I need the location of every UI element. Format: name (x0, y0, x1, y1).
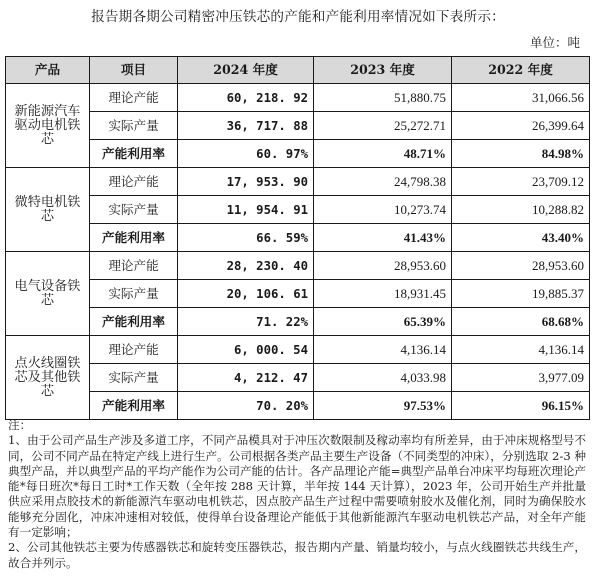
notes-section (8, 418, 586, 571)
row-item-label: 产能利用率 (90, 392, 178, 420)
row-item-label: 理论产能 (90, 168, 178, 196)
row-item-label: 实际产量 (90, 364, 178, 392)
unit-label: 单位：吨 (529, 35, 580, 50)
value-2023: 65.39% (314, 308, 452, 336)
product-name: 微特电机铁芯 (6, 168, 90, 252)
value-2022: 4,136.14 (452, 336, 590, 364)
value-2022: 23,709.12 (452, 168, 590, 196)
table-row (6, 252, 590, 280)
value-2023: 41.43% (314, 224, 452, 252)
value-2024: 71. 22% (178, 308, 314, 336)
value-2023: 4,136.14 (314, 336, 452, 364)
header-2023: 2023 年度 (314, 57, 452, 84)
row-item-label: 产能利用率 (90, 140, 178, 168)
table-row (6, 308, 590, 336)
row-item-label: 理论产能 (90, 252, 178, 280)
row-item-label: 理论产能 (90, 84, 178, 112)
product-name: 点火线圈铁芯及其他铁芯 (6, 336, 90, 420)
header-product: 产品 (6, 57, 90, 84)
header-2022: 2022 年度 (452, 57, 590, 84)
value-2024: 11, 954. 91 (178, 196, 314, 224)
table-header-row (6, 57, 590, 84)
row-item-label: 实际产量 (90, 196, 178, 224)
capacity-table (5, 56, 590, 420)
value-2023: 28,953.60 (314, 252, 452, 280)
value-2023: 18,931.45 (314, 280, 452, 308)
value-2022: 26,399.64 (452, 112, 590, 140)
value-2022: 96.15% (452, 392, 590, 420)
note-2: 2、公司其他铁芯主要为传感器铁芯和旋转变压器铁芯，报告期内产量、销量均较小，与点火线圈铁芯共线生产，故合并列示。 (8, 540, 586, 570)
table-row (6, 196, 590, 224)
value-2024: 20, 106. 61 (178, 280, 314, 308)
row-item-label: 实际产量 (90, 280, 178, 308)
value-2024: 4, 212. 47 (178, 364, 314, 392)
value-2023: 97.53% (314, 392, 452, 420)
value-2023: 48.71% (314, 140, 452, 168)
value-2024: 36, 717. 88 (178, 112, 314, 140)
header-item: 项目 (90, 57, 178, 84)
value-2024: 60, 218. 92 (178, 84, 314, 112)
row-item-label: 实际产量 (90, 112, 178, 140)
table-row (6, 224, 590, 252)
value-2024: 70. 20% (178, 392, 314, 420)
value-2022: 84.98% (452, 140, 590, 168)
note-1: 1、由于公司产品生产涉及多道工序，不同产品模具对于冲压次数限制及稼动率均有所差异，由于冲床规格型号不同，公司不同产品在特定产线上进行生产。公司根据各类产品主要生产设备（不同类型的冲床），分别选取 2-3 种典型产品，并以典型产品的平均产能作为公司产能的估计。各产品理论产能=典型产品单台冲床平均每班次理论产能*每日班次*每日工时*工作天数（全年按 288 天计算，半年按 144 天计算），2023 年，公司开始生产并批量供应采用点胶技术的新能源汽车驱动电机铁芯，因点胶产品生产过程中需要喷射胶水及催化剂，同时为确保胶水能够充分固化，冲床冲速相对较低，使得单台设备理论产能低于其他新能源汽车驱动电机铁芯产品，对全年产能有一定影响； (8, 433, 586, 540)
value-2023: 51,880.75 (314, 84, 452, 112)
value-2023: 24,798.38 (314, 168, 452, 196)
row-item-label: 产能利用率 (90, 224, 178, 252)
notes-title: 注： (8, 418, 32, 432)
product-name: 新能源汽车驱动电机铁芯 (6, 84, 90, 168)
table-row (6, 280, 590, 308)
value-2023: 25,272.71 (314, 112, 452, 140)
value-2024: 17, 953. 90 (178, 168, 314, 196)
table-row (6, 168, 590, 196)
value-2022: 43.40% (452, 224, 590, 252)
header-2024: 2024 年度 (178, 57, 314, 84)
table-row (6, 84, 590, 112)
value-2024: 6, 000. 54 (178, 336, 314, 364)
value-2022: 68.68% (452, 308, 590, 336)
value-2022: 31,066.56 (452, 84, 590, 112)
value-2024: 66. 59% (178, 224, 314, 252)
table-row (6, 392, 590, 420)
table-row (6, 336, 590, 364)
table-row (6, 112, 590, 140)
intro-sentence: 报告期各期公司精密冲压铁芯的产能和产能利用率情况如下表所示： (91, 9, 505, 25)
value-2023: 10,273.74 (314, 196, 452, 224)
table-row (6, 364, 590, 392)
value-2023: 4,033.98 (314, 364, 452, 392)
value-2022: 28,953.60 (452, 252, 590, 280)
value-2022: 3,977.09 (452, 364, 590, 392)
row-item-label: 理论产能 (90, 336, 178, 364)
product-name: 电气设备铁芯 (6, 252, 90, 336)
table-row (6, 140, 590, 168)
value-2024: 28, 230. 40 (178, 252, 314, 280)
row-item-label: 产能利用率 (90, 308, 178, 336)
value-2022: 10,288.82 (452, 196, 590, 224)
value-2022: 19,885.37 (452, 280, 590, 308)
value-2024: 60. 97% (178, 140, 314, 168)
